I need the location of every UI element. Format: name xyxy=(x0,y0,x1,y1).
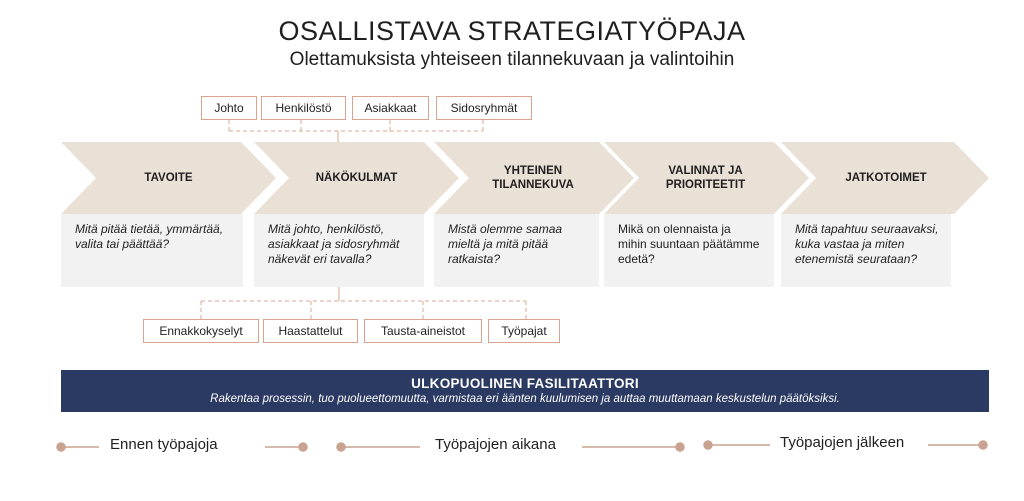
timeline-label-after: Työpajojen jälkeen xyxy=(780,434,905,451)
facilitator-title: ULKOPUOLINEN FASILITAATTORI xyxy=(411,376,639,391)
timeline-dot xyxy=(299,443,307,451)
timeline-dot xyxy=(704,441,712,449)
tag-tausta-aineistot: Tausta-aineistot xyxy=(364,319,482,343)
timeline-dot xyxy=(57,443,65,451)
question-valinnat: Mikä on olennaista ja mihin suuntaan päätämme edetä? xyxy=(604,214,774,287)
page-title: OSALLISTAVA STRATEGIATYÖPAJA xyxy=(278,16,746,46)
timeline-label-during: Työpajojen aikana xyxy=(435,436,556,453)
timeline-dot xyxy=(979,441,987,449)
tag-johto: Johto xyxy=(201,96,257,120)
timeline-dot xyxy=(337,443,345,451)
question-jatkotoimet: Mitä tapahtuu seuraavaksi, kuka vastaa ja miten etenemistä seurataan? xyxy=(781,214,951,287)
tag-ennakkokyselyt: Ennakkokyselyt xyxy=(143,319,259,343)
facilitator-description: Rakentaa prosessin, tuo puolueettomuutta, varmistaa eri äänten kuulumisen ja auttaa muuttamaan keskustelun päätöksiksi. xyxy=(210,393,840,405)
tag-henkilosto: Henkilöstö xyxy=(261,96,346,120)
top-connector xyxy=(229,120,483,131)
bottom-connector xyxy=(201,301,526,319)
tag-haastattelut: Haastattelut xyxy=(263,319,358,343)
step-label-yhteinen-tilannekuva: YHTEINEN TILANNEKUVA xyxy=(492,165,574,191)
step-label-tavoite: TAVOITE xyxy=(144,172,193,184)
timeline-label-before: Ennen työpajoja xyxy=(110,436,218,453)
tag-tyopajat: Työpajat xyxy=(488,319,560,343)
step-label-nakokulmat: NÄKÖKULMAT xyxy=(315,172,398,184)
step-label-valinnat: VALINNAT JA PRIORITEETIT xyxy=(665,165,746,191)
step-label-jatkotoimet: JATKOTOIMET xyxy=(845,172,927,184)
question-tavoite: Mitä pitää tietää, ymmärtää, valita tai päättää? xyxy=(61,214,243,287)
facilitator-bar xyxy=(61,370,989,412)
page-subtitle: Olettamuksista yhteiseen tilannekuvaan ja valintoihin xyxy=(289,49,735,70)
tag-asiakkaat: Asiakkaat xyxy=(352,96,429,120)
question-yhteinen-tilannekuva: Mistä olemme samaa mieltä ja mitä pitää ratkaista? xyxy=(434,214,599,287)
question-nakokulmat: Mitä johto, henkilöstö, asiakkaat ja sidosryhmät näkevät eri tavalla? xyxy=(254,214,424,287)
timeline-dot xyxy=(676,443,684,451)
tag-sidosryhmat: Sidosryhmät xyxy=(436,96,532,120)
